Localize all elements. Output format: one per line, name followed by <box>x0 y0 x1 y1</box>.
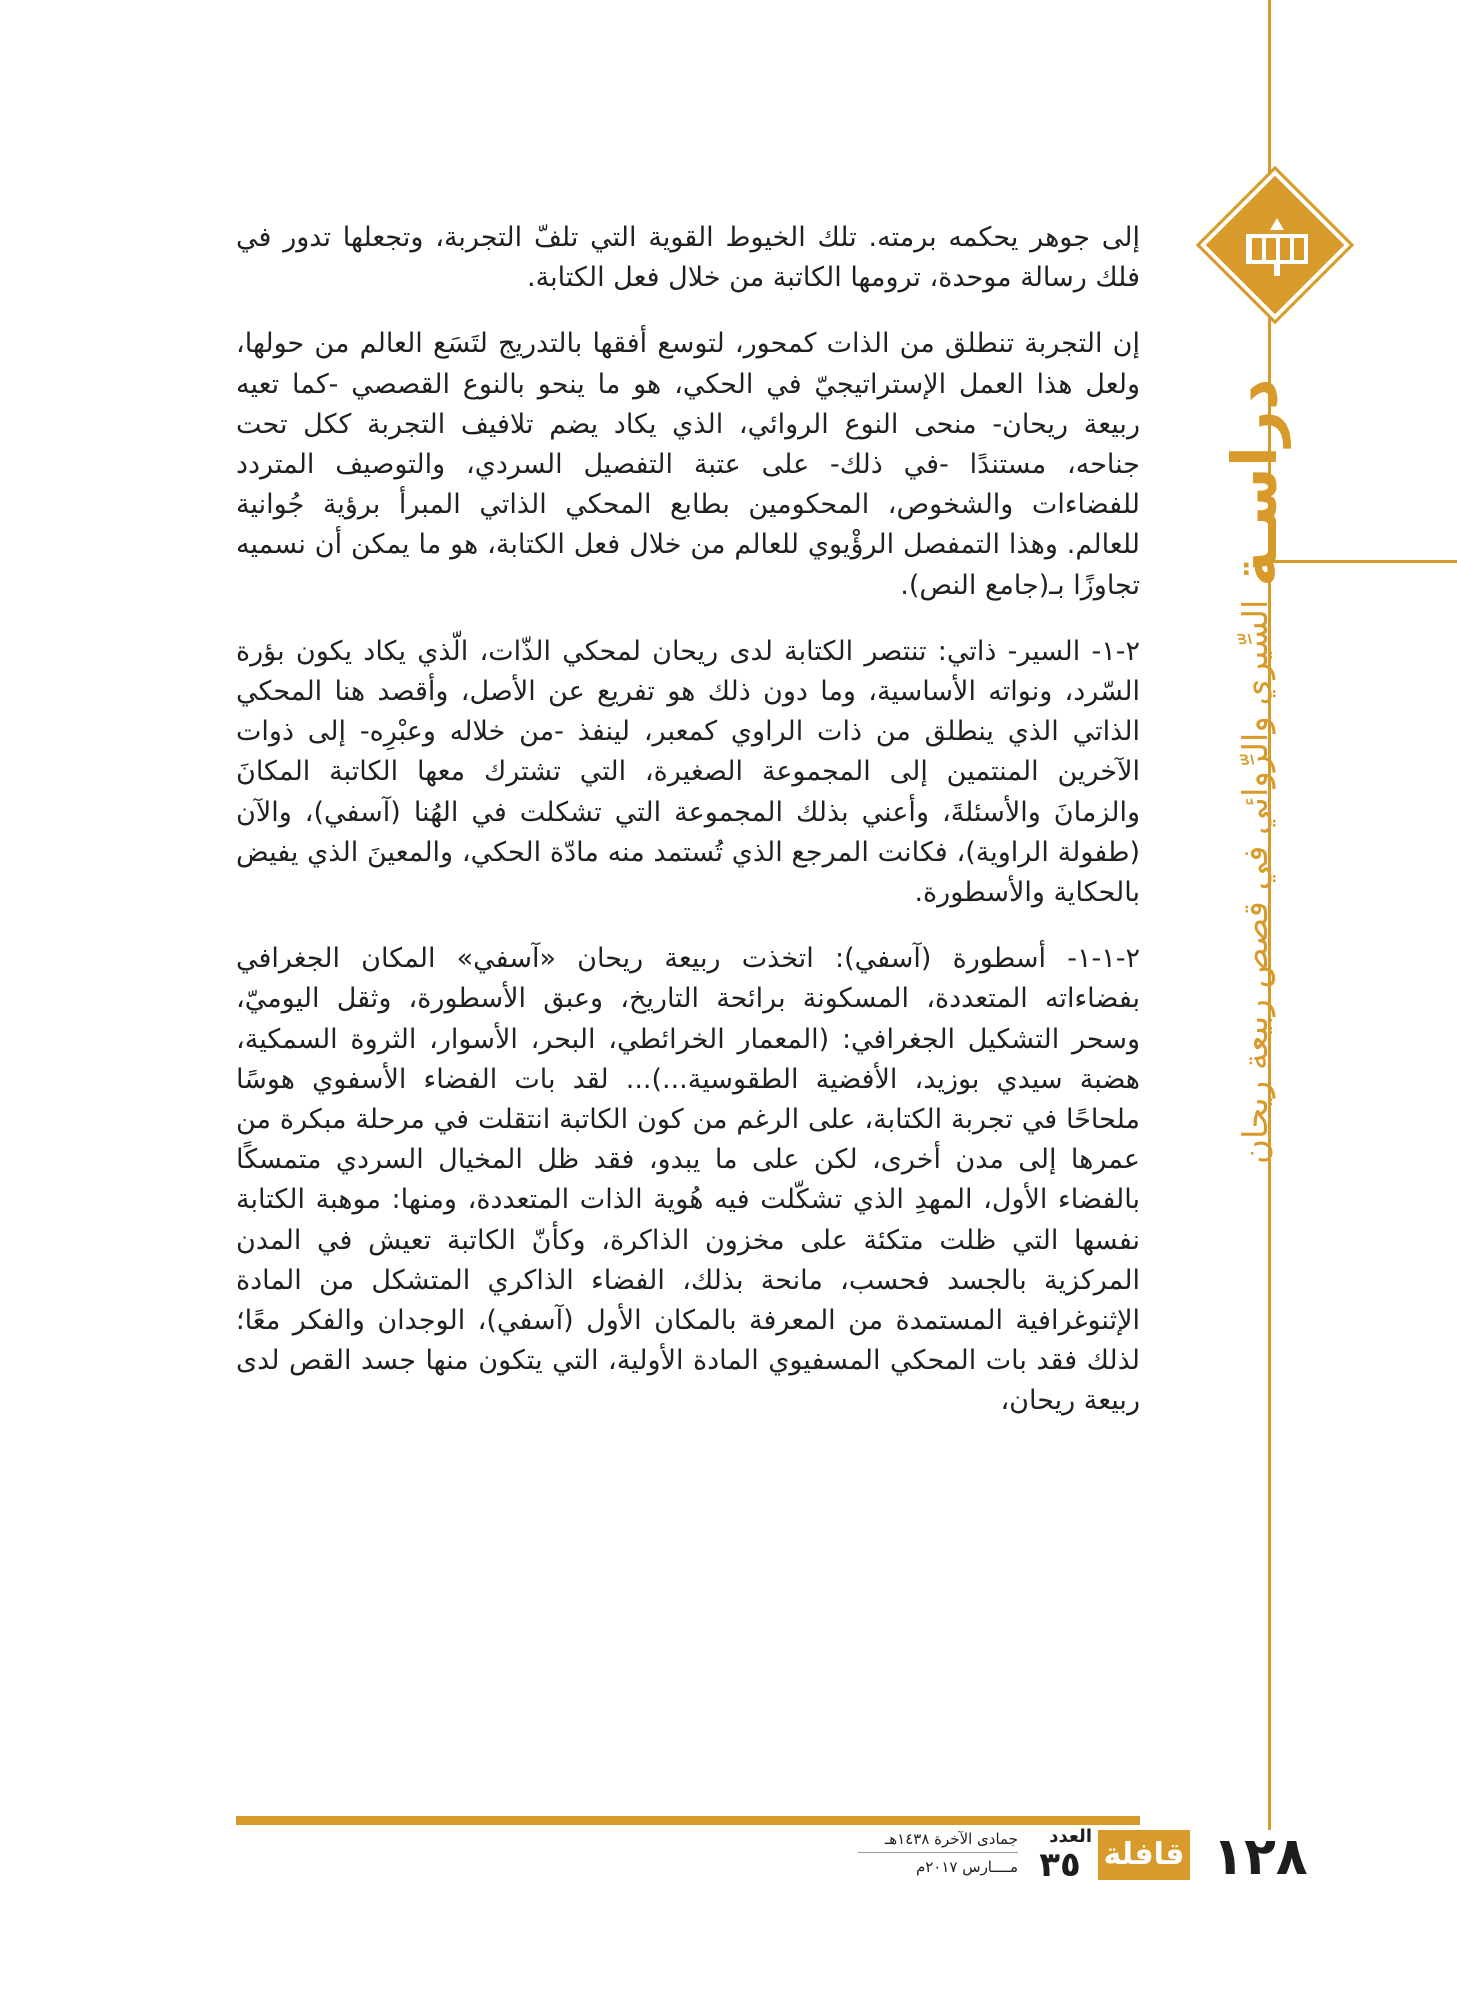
date-gregorian: مــــارس ٢٠١٧م <box>915 1858 1018 1876</box>
frame-line-vertical-top <box>1268 0 1271 196</box>
article-title: السِّيري والرِّوائي في قصص ربيعة ريحان <box>1236 600 1276 1165</box>
issue-number: ٣٥ <box>1039 1845 1081 1885</box>
issue-label: العدد <box>1049 1826 1092 1847</box>
paragraph-1: إلى جوهر يحكمه برمته. تلك الخيوط القوية التي تلفّ التجربة، وتجعلها تدور في فلك رسالة موحدة، ترومها الكاتبة من خلال فعل الكتابة. <box>236 222 1140 294</box>
article-body <box>236 218 1140 1448</box>
section-label: دراسـة <box>1218 378 1291 588</box>
page-number: ١٢٨ <box>1212 1827 1308 1887</box>
book-pen-icon <box>1232 200 1322 290</box>
paragraph-4: ٢-١-١- أسطورة (آسفي): اتخذت ربيعة ريحان «آسفي» المكان الجغرافي بفضاءاته المتعددة، المسكونة برائحة التاريخ، وعبق الأسطورة، وثقل اليوميّ، وسحر التشكيل الجغرافي: (المعمار الخرائطي، البحر، الأسوار، الثروة السمكية، هضبة سيدي بوزيد، الأفضية الطقوسية...)... لقد بات الفضاء الأسفوي هوسًا ملحاحًا في تجربة الكتابة، على الرغم من كون الكاتبة انتقلت في مرحلة مبكرة من عمرها إلى مدن أخرى، لكن على ما يبدو، فقد ظل المخيال السردي متمسكًا بالفضاء الأول، المهدِ الذي تشكّلت فيه هُوية الذات المتعددة، ومنها: موهبة الكتابة نفسها التي ظلت متكئة على مخزون الذاكرة، وكأنّ الكاتبة تعيش في المدن المركزية بالجسد فحسب، مانحة بذلك، الفضاء الذاكري المتشكل من المادة الإثنوغرافية المستمدة من المعرفة بالمكان الأول (آسفي)، الوجدان والفكر معًا؛ لذلك فقد بات المحكي المسفيوي المادة الأولية، التي يتكون منها جسد القص لدى ربيعة ريحان، <box>236 943 1140 1417</box>
magazine-logo: قافلة <box>1098 1830 1190 1880</box>
frame-line-horizontal <box>1270 560 1457 563</box>
paragraph-3: ٢-١- السير- ذاتي: تنتصر الكتابة لدى ريحان لمحكي الذّات، الّذي يكاد يكون بؤرة السّرد، ونواته الأساسية، وما دون ذلك هو تفريع عن الأصل، وأقصد هنا المحكي الذاتي الذي ينطلق من ذات الراوي كمعبر، لينفذ -من خلاله وعبْرِه- إلى ذوات الآخرين المنتمين إلى المجموعة الصغيرة، التي تشترك معها الكاتبة المكانَ والزمانَ والأسئلةَ، وأعني بذلك المجموعة التي تشكلت في الهُنا (آسفي)، والآن (طفولة الراوية)، فكانت المرجع الذي تُستمد منه مادّة الحكي، والمعينَ الذي يفيض بالحكاية والأسطورة. <box>236 635 1140 909</box>
date-divider <box>858 1852 1018 1853</box>
date-hijri: جمادى الآخرة ١٤٣٨هـ <box>884 1830 1018 1848</box>
footer-rule <box>236 1816 1140 1825</box>
paragraph-2: إن التجربة تنطلق من الذات كمحور، لتوسع أفقها بالتدريج لتَسَع العالم من حولها، ولعل هذا العمل الإستراتيجيّ في الحكي، هو ما ينحو بالنوع القصصي -كما تعيه ربيعة ريحان- منحى النوع الروائي، الذي يكاد يضم تلافيف التجربة ككل تحت جناحه، مستندًا -في ذلك- على عتبة التفصيل السردي، والتوصيف المتردد للفضاءات والشخوص، المحكومين بطابع المحكي الذاتي المبرأ برؤية جُوانية للعالم. وهذا التمفصل الرؤْيوي للعالم من خلال فعل الكتابة، هو ما يمكن أن نسميه تجاوزًا بـ(جامع النص). <box>236 328 1140 601</box>
